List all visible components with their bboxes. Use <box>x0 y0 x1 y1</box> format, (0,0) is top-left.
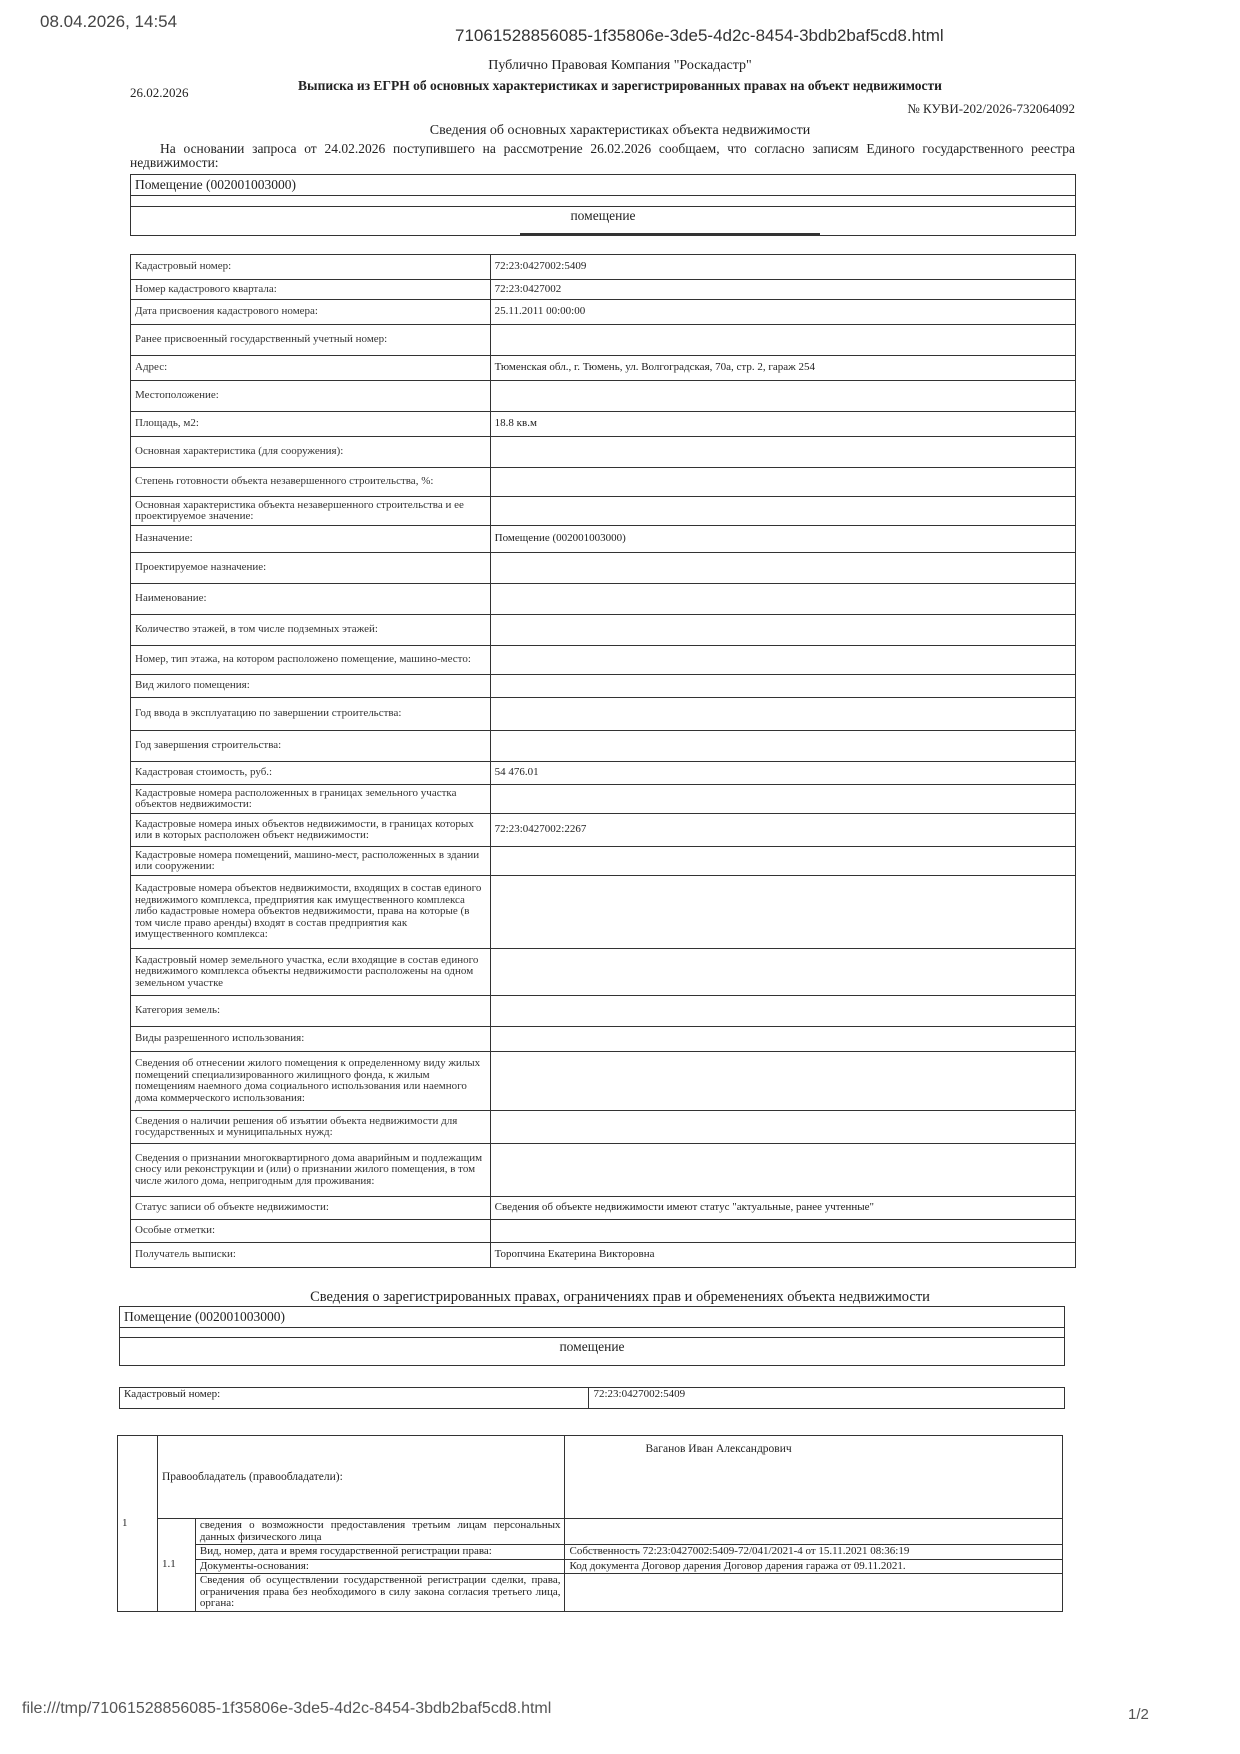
characteristic-value: 72:23:0427002:5409 <box>490 255 1075 280</box>
characteristic-label: Основная характеристика объекта незавершенного строительства и ее проектируемое значение: <box>131 497 491 526</box>
characteristic-value: 54 476.01 <box>490 762 1075 785</box>
characteristic-value: Сведения об объекте недвижимости имеют статус "актуальные, ранее учтенные" <box>490 1197 1075 1220</box>
characteristic-value <box>490 675 1075 698</box>
characteristic-value: 72:23:0427002 <box>490 280 1075 300</box>
characteristic-row <box>131 615 1076 646</box>
object-type: Помещение (002001003000) <box>135 177 296 192</box>
characteristic-label: Ранее присвоенный государственный учетный номер: <box>131 325 491 356</box>
characteristic-row <box>131 255 1076 280</box>
characteristic-value <box>490 1027 1075 1052</box>
characteristic-value: Помещение (002001003000) <box>490 526 1075 553</box>
characteristic-row <box>131 381 1076 412</box>
characteristic-row <box>131 698 1076 731</box>
characteristic-row <box>131 553 1076 584</box>
characteristic-label: Проектируемое назначение: <box>131 553 491 584</box>
print-file-title: 71061528856085-1f35806e-3de5-4d2c-8454-3bdb2baf5cd8.html <box>455 26 944 45</box>
characteristic-label: Год завершения строительства: <box>131 731 491 762</box>
personal-data-row <box>118 1519 1063 1545</box>
print-datetime: 08.04.2026, 14:54 <box>40 12 178 31</box>
characteristic-row <box>131 584 1076 615</box>
characteristic-label: Сведения об отнесении жилого помещения к определенному виду жилых помещений специализированного жилищного фонда, к жилым помещениям наемного дома социального использования или наемного дома коммерческого использования: <box>131 1052 491 1111</box>
characteristic-label: Кадастровые номера помещений, машино-мест, расположенных в здании или сооружении: <box>131 847 491 876</box>
characteristic-row <box>131 949 1076 996</box>
characteristic-label: Вид жилого помещения: <box>131 675 491 698</box>
characteristic-value <box>490 381 1075 412</box>
rights-holder-table <box>117 1435 1063 1612</box>
rights-cadastral-label: Кадастровый номер: <box>120 1388 589 1409</box>
characteristic-value <box>490 584 1075 615</box>
rights-object-subtype-box <box>119 1327 1065 1366</box>
characteristic-value <box>490 1111 1075 1144</box>
scan-mark <box>520 233 820 235</box>
section-title-characteristics: Сведения об основных характеристиках объекта недвижимости <box>429 123 811 138</box>
consent-row <box>118 1574 1063 1612</box>
characteristic-value <box>490 553 1075 584</box>
characteristic-row <box>131 1111 1076 1144</box>
document-date: 26.02.2026 <box>130 85 189 100</box>
characteristic-label: Кадастровые номера объектов недвижимости, входящих в состав единого недвижимого комплекса, предприятия как имущественного комплекса либо кадастровые номера объектов недвижимости, права на которые (в том числе право аренды) входят в состав предприятия как имущественного комплекса: <box>131 876 491 949</box>
organization-name: Публично Правовая Компания "Роскадастр" <box>488 58 752 73</box>
characteristic-row <box>131 847 1076 876</box>
characteristic-row <box>131 814 1076 847</box>
characteristic-label: Площадь, м2: <box>131 412 491 437</box>
rights-object-type-box <box>119 1306 1065 1328</box>
characteristic-row <box>131 1144 1076 1197</box>
characteristic-row <box>131 1052 1076 1111</box>
object-type-box <box>130 174 1076 196</box>
characteristic-row <box>131 280 1076 300</box>
characteristic-label: Сведения о признании многоквартирного дома аварийным и подлежащим сносу или реконструкции и (или) о признании жилого помещения, в том числе жилого дома, непригодным для проживания: <box>131 1144 491 1197</box>
characteristic-label: Номер, тип этажа, на котором расположено помещение, машино-место: <box>131 646 491 675</box>
characteristic-label: Особые отметки: <box>131 1220 491 1243</box>
print-page-number: 1/2 <box>1128 1706 1149 1723</box>
characteristic-row <box>131 646 1076 675</box>
characteristic-value: 25.11.2011 00:00:00 <box>490 300 1075 325</box>
object-subtype: помещение <box>131 206 1075 225</box>
characteristic-row <box>131 1027 1076 1052</box>
characteristic-row <box>131 785 1076 814</box>
holder-label: Правообладатель (правообладатели): <box>157 1436 565 1519</box>
characteristic-label: Количество этажей, в том числе подземных этажей: <box>131 615 491 646</box>
rights-object-type: Помещение (002001003000) <box>124 1309 285 1324</box>
characteristics-table <box>130 254 1076 1268</box>
characteristics-body <box>131 255 1076 1268</box>
characteristic-label: Назначение: <box>131 526 491 553</box>
characteristic-label: Дата присвоения кадастрового номера: <box>131 300 491 325</box>
characteristic-value: 72:23:0427002:2267 <box>490 814 1075 847</box>
characteristic-label: Степень готовности объекта незавершенного строительства, %: <box>131 468 491 497</box>
characteristic-value: 18.8 кв.м <box>490 412 1075 437</box>
characteristic-label: Категория земель: <box>131 996 491 1027</box>
characteristic-row <box>131 300 1076 325</box>
characteristic-label: Кадастровые номера расположенных в границах земельного участка объектов недвижимости: <box>131 785 491 814</box>
characteristic-value <box>490 949 1075 996</box>
holder-value: Ваганов Иван Александрович <box>565 1436 1063 1519</box>
rights-object-subtype: помещение <box>120 1337 1064 1356</box>
characteristic-value: Тюменская обл., г. Тюмень, ул. Волгоградская, 70а, стр. 2, гараж 254 <box>490 356 1075 381</box>
characteristic-row <box>131 1243 1076 1268</box>
characteristic-row <box>131 762 1076 785</box>
rights-cadastral-table <box>119 1387 1065 1409</box>
registration-value: Собственность 72:23:0427002:5409-72/041/2021-4 от 15.11.2021 08:36:19 <box>565 1545 1063 1560</box>
characteristic-label: Кадастровый номер: <box>131 255 491 280</box>
characteristic-label: Виды разрешенного использования: <box>131 1027 491 1052</box>
print-file-url: file:///tmp/71061528856085-1f35806e-3de5-4d2c-8454-3bdb2baf5cd8.html <box>22 1700 552 1717</box>
characteristic-row <box>131 437 1076 468</box>
characteristic-row <box>131 1220 1076 1243</box>
object-subtype-box <box>130 195 1076 236</box>
consent-label: Сведения об осуществлении государственной регистрации сделки, права, ограничения права без необходимого в силу закона согласия третьего лица, органа: <box>195 1574 565 1612</box>
characteristic-label: Номер кадастрового квартала: <box>131 280 491 300</box>
rights-row-number: 1 <box>118 1436 158 1612</box>
characteristic-label: Сведения о наличии решения об изъятии объекта недвижимости для государственных и муниципальных нужд: <box>131 1111 491 1144</box>
characteristic-label: Основная характеристика (для сооружения): <box>131 437 491 468</box>
document-number: № КУВИ-202/2026-732064092 <box>907 101 1075 116</box>
characteristic-value <box>490 731 1075 762</box>
characteristic-value <box>490 615 1075 646</box>
characteristic-value <box>490 325 1075 356</box>
characteristic-label: Местоположение: <box>131 381 491 412</box>
characteristic-row <box>131 356 1076 381</box>
section-title-rights: Сведения о зарегистрированных правах, ограничениях прав и обременениях объекта недвижимости <box>310 1289 930 1305</box>
characteristic-label: Год ввода в эксплуатацию по завершении строительства: <box>131 698 491 731</box>
consent-value <box>565 1574 1063 1612</box>
characteristic-label: Наименование: <box>131 584 491 615</box>
characteristic-row <box>131 526 1076 553</box>
characteristic-value <box>490 468 1075 497</box>
characteristic-value <box>490 1144 1075 1197</box>
documents-value: Код документа Договор дарения Договор дарения гаража от 09.11.2021. <box>565 1559 1063 1574</box>
characteristic-row <box>131 497 1076 526</box>
personal-data-value <box>565 1519 1063 1545</box>
characteristic-value <box>490 847 1075 876</box>
documents-row <box>118 1559 1063 1574</box>
document-title: Выписка из ЕГРН об основных характеристиках и зарегистрированных правах на объект недвижимости <box>298 78 942 93</box>
characteristic-row <box>131 412 1076 437</box>
registration-row <box>118 1545 1063 1560</box>
personal-data-label: сведения о возможности предоставления третьим лицам персональных данных физического лица <box>195 1519 565 1545</box>
documents-label: Документы-основания: <box>195 1559 565 1574</box>
characteristic-label: Статус записи об объекте недвижимости: <box>131 1197 491 1220</box>
rights-cadastral-value: 72:23:0427002:5409 <box>589 1388 1065 1409</box>
characteristic-row <box>131 876 1076 949</box>
holder-row <box>118 1436 1063 1519</box>
characteristic-value: Торопчина Екатерина Викторовна <box>490 1243 1075 1268</box>
characteristic-value <box>490 437 1075 468</box>
characteristic-row <box>131 731 1076 762</box>
characteristic-value <box>490 785 1075 814</box>
characteristic-row <box>131 468 1076 497</box>
characteristic-value <box>490 646 1075 675</box>
characteristic-label: Получатель выписки: <box>131 1243 491 1268</box>
intro-paragraph: На основании запроса от 24.02.2026 поступившего на рассмотрение 26.02.2026 сообщаем, что согласно записям Единого государственного реестра недвижимости: <box>130 141 1075 170</box>
characteristic-value <box>490 698 1075 731</box>
characteristic-row <box>131 675 1076 698</box>
characteristic-label: Кадастровый номер земельного участка, если входящие в состав единого недвижимого комплекса объекты недвижимости расположены на одном земельном участке <box>131 949 491 996</box>
characteristic-label: Кадастровая стоимость, руб.: <box>131 762 491 785</box>
rights-sub-number: 1.1 <box>157 1519 195 1612</box>
characteristic-label: Адрес: <box>131 356 491 381</box>
characteristic-row <box>131 325 1076 356</box>
characteristic-value <box>490 1052 1075 1111</box>
characteristic-value <box>490 1220 1075 1243</box>
characteristic-label: Кадастровые номера иных объектов недвижимости, в границах которых или в которых расположен объект недвижимости: <box>131 814 491 847</box>
characteristic-value <box>490 497 1075 526</box>
characteristic-value <box>490 996 1075 1027</box>
characteristic-row <box>131 1197 1076 1220</box>
characteristic-value <box>490 876 1075 949</box>
registration-label: Вид, номер, дата и время государственной регистрации права: <box>195 1545 565 1560</box>
rights-cadastral-row <box>120 1388 1065 1409</box>
characteristic-row <box>131 996 1076 1027</box>
